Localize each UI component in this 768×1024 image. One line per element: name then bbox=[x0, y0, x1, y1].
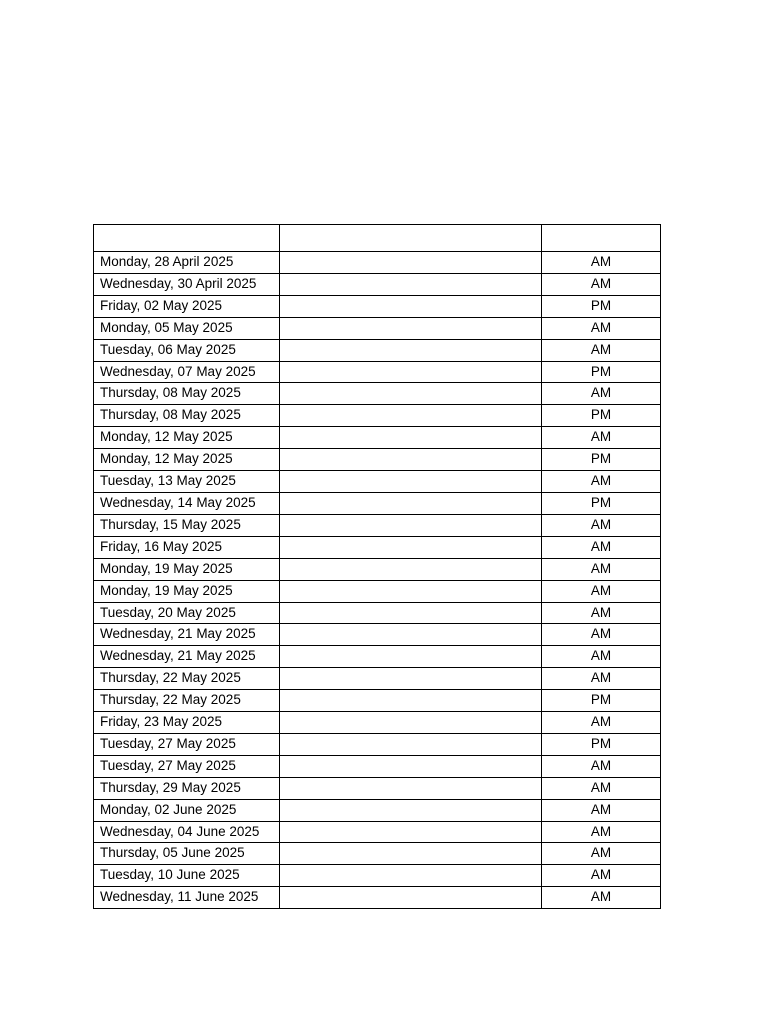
session-cell: AM bbox=[542, 383, 661, 405]
date-cell: Monday, 28 April 2025 bbox=[94, 252, 280, 274]
table-row bbox=[94, 339, 661, 361]
middle-cell bbox=[280, 690, 542, 712]
table-row bbox=[94, 733, 661, 755]
table-row bbox=[94, 295, 661, 317]
table-row bbox=[94, 558, 661, 580]
table-row bbox=[94, 624, 661, 646]
date-cell: Monday, 02 June 2025 bbox=[94, 799, 280, 821]
table-row bbox=[94, 361, 661, 383]
session-cell: AM bbox=[542, 865, 661, 887]
middle-cell bbox=[280, 799, 542, 821]
table-row bbox=[94, 843, 661, 865]
session-cell: AM bbox=[542, 580, 661, 602]
date-cell: Friday, 16 May 2025 bbox=[94, 536, 280, 558]
session-cell: AM bbox=[542, 887, 661, 909]
session-cell: AM bbox=[542, 755, 661, 777]
table-row bbox=[94, 492, 661, 514]
date-cell: Tuesday, 06 May 2025 bbox=[94, 339, 280, 361]
session-cell: AM bbox=[542, 668, 661, 690]
session-cell: AM bbox=[542, 777, 661, 799]
table-row bbox=[94, 668, 661, 690]
date-cell: Thursday, 22 May 2025 bbox=[94, 668, 280, 690]
table-row bbox=[94, 536, 661, 558]
session-cell: AM bbox=[542, 646, 661, 668]
date-cell: Wednesday, 14 May 2025 bbox=[94, 492, 280, 514]
date-cell: Monday, 19 May 2025 bbox=[94, 558, 280, 580]
table-row bbox=[94, 383, 661, 405]
date-cell: Thursday, 15 May 2025 bbox=[94, 514, 280, 536]
middle-cell bbox=[280, 646, 542, 668]
middle-cell bbox=[280, 383, 542, 405]
middle-cell bbox=[280, 317, 542, 339]
table-row bbox=[94, 602, 661, 624]
session-cell: AM bbox=[542, 317, 661, 339]
middle-cell bbox=[280, 536, 542, 558]
middle-cell bbox=[280, 821, 542, 843]
table-row bbox=[94, 646, 661, 668]
session-cell: PM bbox=[542, 295, 661, 317]
session-cell: PM bbox=[542, 405, 661, 427]
session-cell: PM bbox=[542, 492, 661, 514]
table-row bbox=[94, 755, 661, 777]
middle-cell bbox=[280, 843, 542, 865]
session-cell: AM bbox=[542, 427, 661, 449]
date-cell: Wednesday, 07 May 2025 bbox=[94, 361, 280, 383]
date-cell: Tuesday, 27 May 2025 bbox=[94, 755, 280, 777]
table-header-row bbox=[94, 225, 661, 252]
table-row bbox=[94, 427, 661, 449]
session-cell: PM bbox=[542, 733, 661, 755]
session-cell: PM bbox=[542, 690, 661, 712]
table-row bbox=[94, 799, 661, 821]
middle-cell bbox=[280, 273, 542, 295]
middle-cell bbox=[280, 295, 542, 317]
middle-cell bbox=[280, 471, 542, 493]
middle-cell bbox=[280, 668, 542, 690]
date-cell: Thursday, 29 May 2025 bbox=[94, 777, 280, 799]
table-row bbox=[94, 865, 661, 887]
middle-cell bbox=[280, 887, 542, 909]
middle-cell bbox=[280, 624, 542, 646]
table-row bbox=[94, 580, 661, 602]
table-row bbox=[94, 273, 661, 295]
date-cell: Thursday, 08 May 2025 bbox=[94, 405, 280, 427]
table-row bbox=[94, 252, 661, 274]
date-cell: Wednesday, 04 June 2025 bbox=[94, 821, 280, 843]
session-cell: AM bbox=[542, 471, 661, 493]
middle-cell bbox=[280, 733, 542, 755]
table-row bbox=[94, 405, 661, 427]
middle-cell bbox=[280, 339, 542, 361]
table-row bbox=[94, 887, 661, 909]
header-cell-session bbox=[542, 225, 661, 252]
date-cell: Thursday, 08 May 2025 bbox=[94, 383, 280, 405]
date-cell: Tuesday, 27 May 2025 bbox=[94, 733, 280, 755]
middle-cell bbox=[280, 252, 542, 274]
middle-cell bbox=[280, 865, 542, 887]
session-cell: AM bbox=[542, 558, 661, 580]
session-cell: AM bbox=[542, 252, 661, 274]
date-cell: Wednesday, 21 May 2025 bbox=[94, 646, 280, 668]
session-cell: PM bbox=[542, 449, 661, 471]
middle-cell bbox=[280, 361, 542, 383]
session-cell: AM bbox=[542, 821, 661, 843]
session-cell: AM bbox=[542, 339, 661, 361]
date-cell: Monday, 05 May 2025 bbox=[94, 317, 280, 339]
middle-cell bbox=[280, 777, 542, 799]
date-cell: Tuesday, 20 May 2025 bbox=[94, 602, 280, 624]
session-cell: AM bbox=[542, 514, 661, 536]
session-cell: AM bbox=[542, 536, 661, 558]
middle-cell bbox=[280, 558, 542, 580]
date-cell: Monday, 19 May 2025 bbox=[94, 580, 280, 602]
table-row bbox=[94, 690, 661, 712]
table-row bbox=[94, 712, 661, 734]
table-row bbox=[94, 449, 661, 471]
header-cell-date bbox=[94, 225, 280, 252]
date-cell: Friday, 02 May 2025 bbox=[94, 295, 280, 317]
session-cell: AM bbox=[542, 712, 661, 734]
middle-cell bbox=[280, 427, 542, 449]
date-cell: Wednesday, 11 June 2025 bbox=[94, 887, 280, 909]
session-cell: AM bbox=[542, 843, 661, 865]
table-row bbox=[94, 514, 661, 536]
middle-cell bbox=[280, 580, 542, 602]
date-cell: Monday, 12 May 2025 bbox=[94, 427, 280, 449]
table-row bbox=[94, 317, 661, 339]
session-cell: AM bbox=[542, 624, 661, 646]
middle-cell bbox=[280, 492, 542, 514]
date-cell: Wednesday, 21 May 2025 bbox=[94, 624, 280, 646]
date-cell: Tuesday, 13 May 2025 bbox=[94, 471, 280, 493]
date-cell: Thursday, 22 May 2025 bbox=[94, 690, 280, 712]
schedule-table-body bbox=[94, 225, 661, 909]
session-cell: AM bbox=[542, 602, 661, 624]
middle-cell bbox=[280, 602, 542, 624]
middle-cell bbox=[280, 405, 542, 427]
date-cell: Thursday, 05 June 2025 bbox=[94, 843, 280, 865]
middle-cell bbox=[280, 712, 542, 734]
session-cell: PM bbox=[542, 361, 661, 383]
table-row bbox=[94, 777, 661, 799]
table-row bbox=[94, 821, 661, 843]
middle-cell bbox=[280, 514, 542, 536]
date-cell: Friday, 23 May 2025 bbox=[94, 712, 280, 734]
date-cell: Wednesday, 30 April 2025 bbox=[94, 273, 280, 295]
schedule-table bbox=[93, 224, 661, 909]
session-cell: AM bbox=[542, 799, 661, 821]
date-cell: Tuesday, 10 June 2025 bbox=[94, 865, 280, 887]
middle-cell bbox=[280, 755, 542, 777]
table-row bbox=[94, 471, 661, 493]
date-cell: Monday, 12 May 2025 bbox=[94, 449, 280, 471]
session-cell: AM bbox=[542, 273, 661, 295]
middle-cell bbox=[280, 449, 542, 471]
header-cell-middle bbox=[280, 225, 542, 252]
